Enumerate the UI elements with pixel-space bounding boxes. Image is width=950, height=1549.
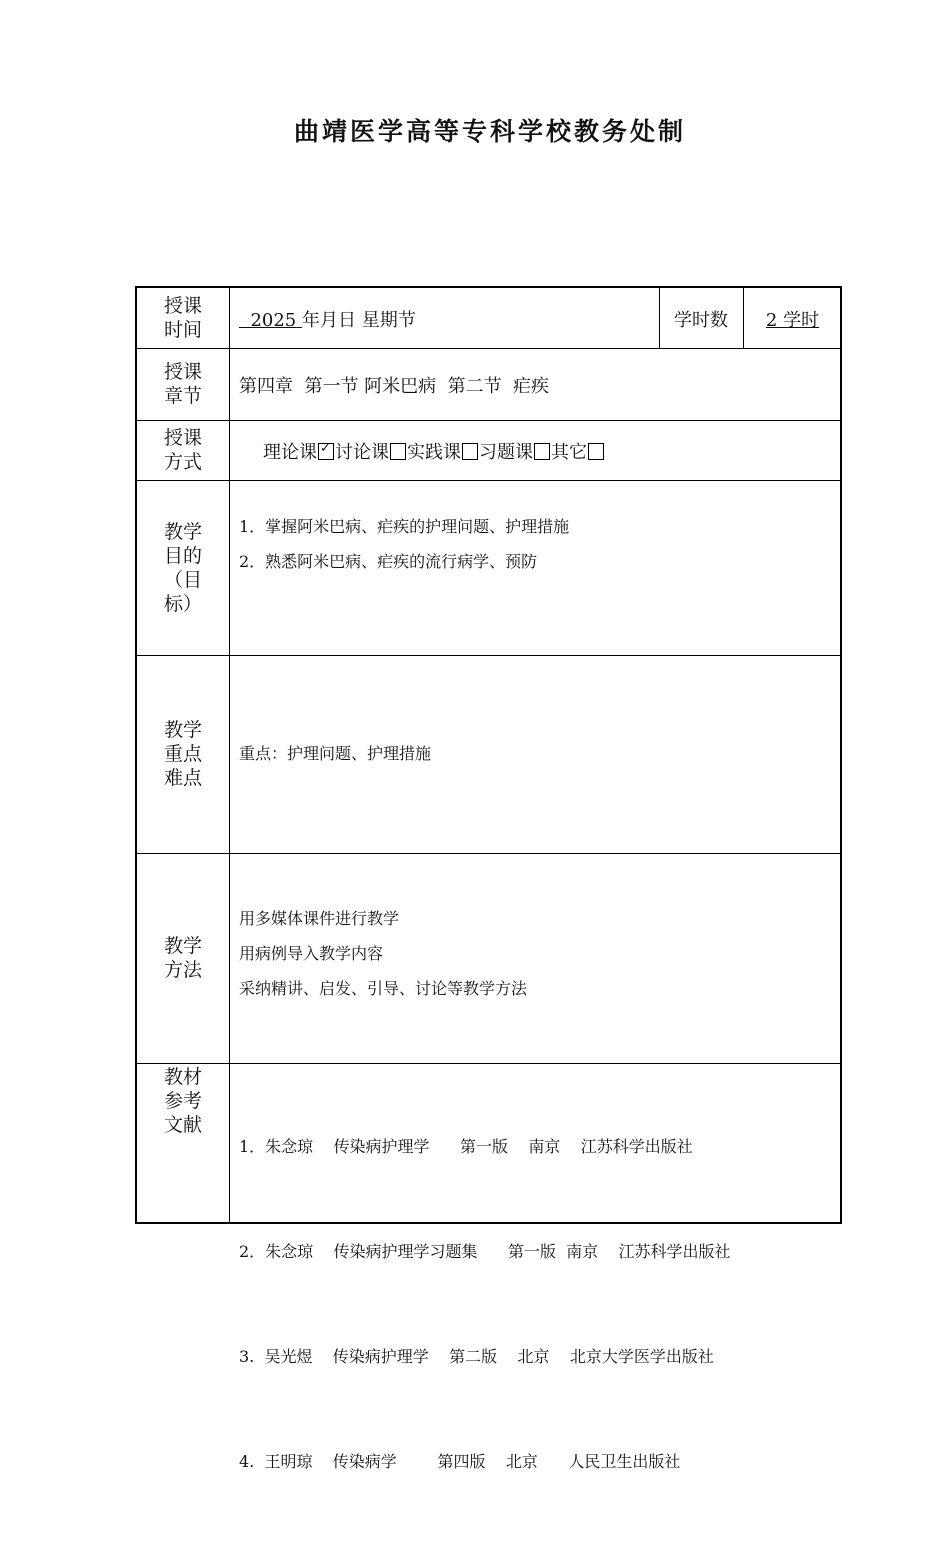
option-lecture[interactable]: 理论课✓ <box>263 442 335 463</box>
option-practice[interactable]: 实践课 <box>407 442 479 463</box>
key-points-value: 重点：护理问题、护理措施 <box>239 744 432 763</box>
goals-list <box>239 509 569 579</box>
hours-value: 2 学时 <box>765 310 820 331</box>
list-item: 2．朱念琼 传染病护理学习题集 第一版 南京 江苏科学出版社 <box>239 1242 731 1261</box>
references-list <box>239 1059 731 1549</box>
list-item: 1．朱念琼 传染病护理学 第一版 南京 江苏科学出版社 <box>239 1137 693 1156</box>
key-points-label: 教学重点难点 <box>163 719 202 789</box>
checkbox-icon[interactable] <box>534 443 550 460</box>
list-item: 4. 王明琼 传染病学 第四版 北京 人民卫生出版社 <box>239 1452 681 1471</box>
list-item: 采纳精讲、启发、引导、讨论等教学方法 <box>239 979 528 998</box>
teaching-method-list <box>239 901 527 1006</box>
chapter-label: 授课章节 <box>163 361 202 407</box>
date-value: 2025 年月日 星期节 <box>250 310 416 331</box>
goals-label: 教学目的（目标） <box>163 520 202 615</box>
method-type-label: 授课方式 <box>163 427 202 473</box>
option-exercise[interactable]: 习题课 <box>479 442 551 463</box>
list-item: 1．掌握阿米巴病、疟疾的护理问题、护理措施 <box>239 517 570 536</box>
checkbox-icon[interactable] <box>588 443 604 460</box>
method-type-options <box>263 438 605 464</box>
checkbox-checked-icon[interactable] <box>318 443 334 460</box>
list-item: 2．熟悉阿米巴病、疟疾的流行病学、预防 <box>239 552 538 571</box>
hours-label: 学时数 <box>674 310 728 331</box>
option-other[interactable]: 其它 <box>551 442 605 463</box>
list-item: 用病例导入教学内容 <box>239 944 384 963</box>
option-discussion[interactable]: 讨论课 <box>335 442 407 463</box>
references-label: 教材参考文献 <box>163 1066 202 1136</box>
checkbox-icon[interactable] <box>462 443 478 460</box>
teaching-method-label: 教学方法 <box>163 935 202 981</box>
lesson-plan-form <box>135 286 842 1471</box>
chapter-value: 第四章 第一节 阿米巴病 第二节 疟疾 <box>239 376 550 397</box>
checkbox-icon[interactable] <box>390 443 406 460</box>
list-item: 3. 吴光煜 传染病护理学 第二版 北京 北京大学医学出版社 <box>239 1347 714 1366</box>
page-title: 曲靖医学高等专科学校教务处制 <box>293 117 686 146</box>
time-label: 授课时间 <box>163 295 202 341</box>
list-item: 用多媒体课件进行教学 <box>239 909 400 928</box>
